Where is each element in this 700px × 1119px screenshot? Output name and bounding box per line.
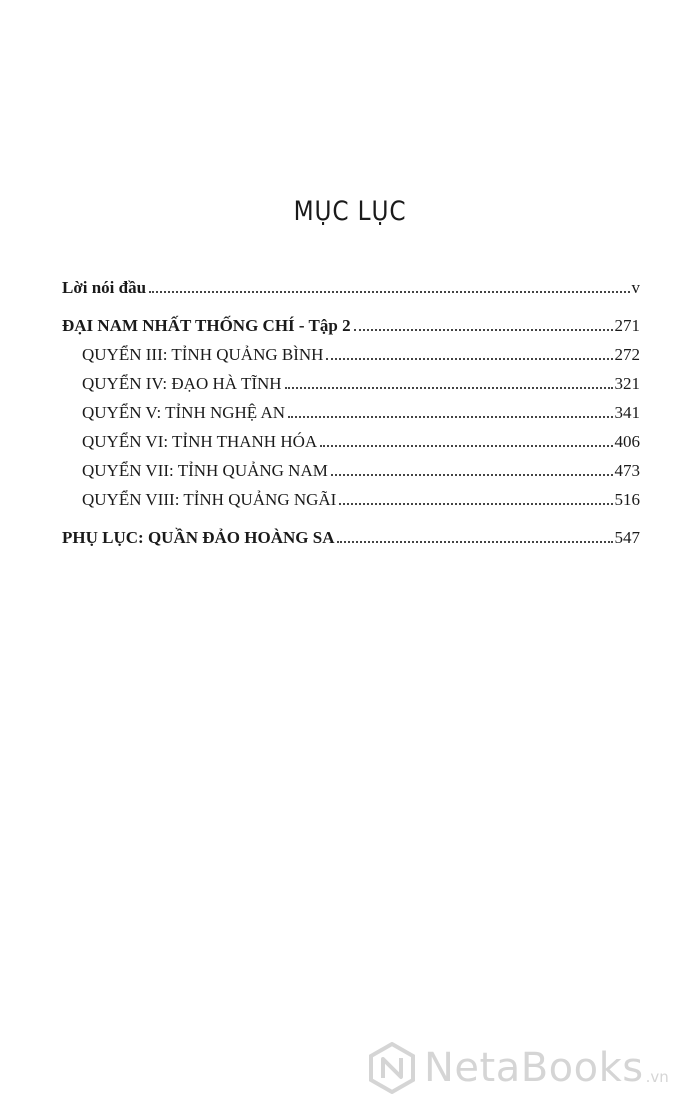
- toc-entry-book-3[interactable]: [62, 345, 640, 374]
- toc-entry-page: 547: [614, 528, 640, 547]
- toc-entry-page: 321: [614, 374, 640, 393]
- toc-entry-label: QUYỂN V: TỈNH NGHỆ AN: [82, 403, 286, 422]
- toc-entry-label: QUYỂN VIII: TỈNH QUẢNG NGÃI: [82, 490, 337, 509]
- toc-dot-leader: [339, 503, 612, 505]
- watermark-tld: .vn: [645, 1068, 669, 1086]
- netabooks-logo-icon: [368, 1042, 416, 1094]
- toc-entry-page: 272: [614, 345, 640, 364]
- toc-entry-page: 473: [614, 461, 640, 480]
- toc-entry-book-8[interactable]: [62, 490, 640, 519]
- toc-entry-page: v: [631, 278, 640, 297]
- toc-entry-preface[interactable]: [62, 278, 640, 307]
- toc-dot-leader: [288, 416, 612, 418]
- toc-dot-leader: [285, 387, 613, 389]
- toc-dot-leader: [326, 358, 612, 360]
- toc-entry-label: PHỤ LỤC: QUẦN ĐẢO HOÀNG SA: [62, 528, 335, 547]
- page-title: MỤC LỤC: [293, 196, 407, 227]
- toc-entry-page: 271: [614, 316, 640, 335]
- toc-dot-leader: [149, 291, 629, 293]
- toc-entry-label: Lời nói đầu: [62, 278, 147, 297]
- toc-dot-leader: [320, 445, 612, 447]
- toc-entry-page: 516: [614, 490, 640, 509]
- toc-entry-label: QUYỂN III: TỈNH QUẢNG BÌNH: [82, 345, 324, 364]
- watermark-brand: NetaBooks: [424, 1045, 644, 1091]
- toc-dot-leader: [337, 541, 612, 543]
- toc-entry-appendix[interactable]: [62, 528, 640, 557]
- toc-entry-page: 341: [614, 403, 640, 422]
- toc-entry-book-6[interactable]: [62, 432, 640, 461]
- toc-entry-book-7[interactable]: [62, 461, 640, 490]
- toc-entry-label: ĐẠI NAM NHẤT THỐNG CHÍ - Tập 2: [62, 316, 351, 335]
- toc-entry-book-4[interactable]: [62, 374, 640, 403]
- toc-entry-label: QUYỂN VI: TỈNH THANH HÓA: [82, 432, 318, 451]
- toc-entry-label: QUYỂN IV: ĐẠO HÀ TĨNH: [82, 374, 282, 393]
- toc-entry-volume-2[interactable]: [62, 316, 640, 345]
- toc-dot-leader: [354, 329, 613, 331]
- table-of-contents: [62, 278, 640, 557]
- toc-dot-leader: [331, 474, 613, 476]
- watermark: [368, 1042, 669, 1094]
- toc-entry-label: QUYỂN VII: TỈNH QUẢNG NAM: [82, 461, 328, 480]
- toc-entry-page: 406: [614, 432, 640, 451]
- toc-entry-book-5[interactable]: [62, 403, 640, 432]
